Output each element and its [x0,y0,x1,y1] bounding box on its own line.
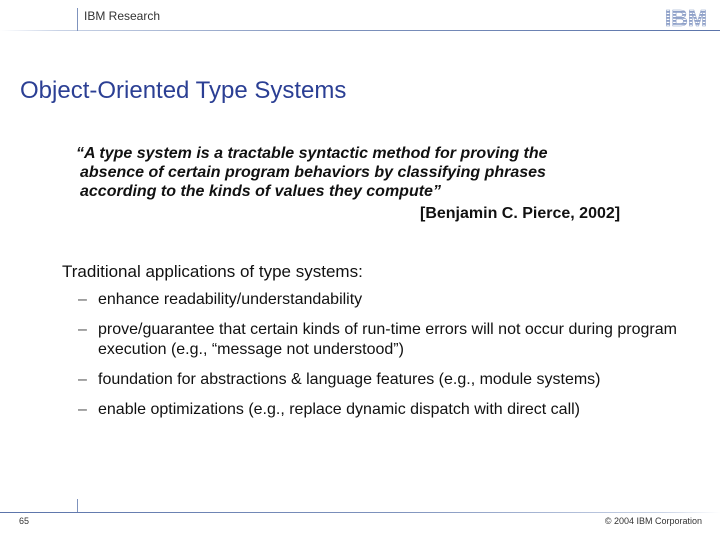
list-item [76,320,696,360]
header-org-label: IBM Research [84,9,161,23]
list-item [76,370,696,390]
dash-bullet: – [78,371,87,388]
quote-line: absence of certain program behaviors by classifying phrases [80,164,546,181]
list-item [76,290,696,310]
page-number: 65 [19,516,30,526]
list-item [76,400,696,420]
dash-bullet: – [78,321,87,338]
dash-bullet: – [78,291,87,308]
list-item-text: prove/guarantee that certain kinds of run-time errors will not occur during program execution (e.g., “message not understood”) [98,321,677,358]
applications-heading: Traditional applications of type systems: [62,262,363,281]
applications-list [76,290,696,420]
header-divider [77,8,78,31]
quote-line: according to the kinds of values they compute” [80,183,441,200]
ibm-logo [660,5,712,29]
footer-rule [0,512,720,513]
ibm-logo-text: IBM [664,5,708,29]
copyright-notice: © 2004 IBM Corporation [604,516,702,526]
list-item-text: enable optimizations (e.g., replace dynamic dispatch with direct call) [98,401,581,418]
footer-divider [77,499,78,513]
quote-line: “A type system is a tractable syntactic method for proving the [76,145,548,162]
header-rule [0,30,720,31]
slide-title: Object-Oriented Type Systems [20,77,347,104]
list-item-text: enhance readability/understandability [98,291,363,308]
dash-bullet: – [78,401,87,418]
quote-citation: [Benjamin C. Pierce, 2002] [420,205,621,222]
list-item-text: foundation for abstractions & language features (e.g., module systems) [98,371,601,388]
definition-quote [76,144,636,201]
